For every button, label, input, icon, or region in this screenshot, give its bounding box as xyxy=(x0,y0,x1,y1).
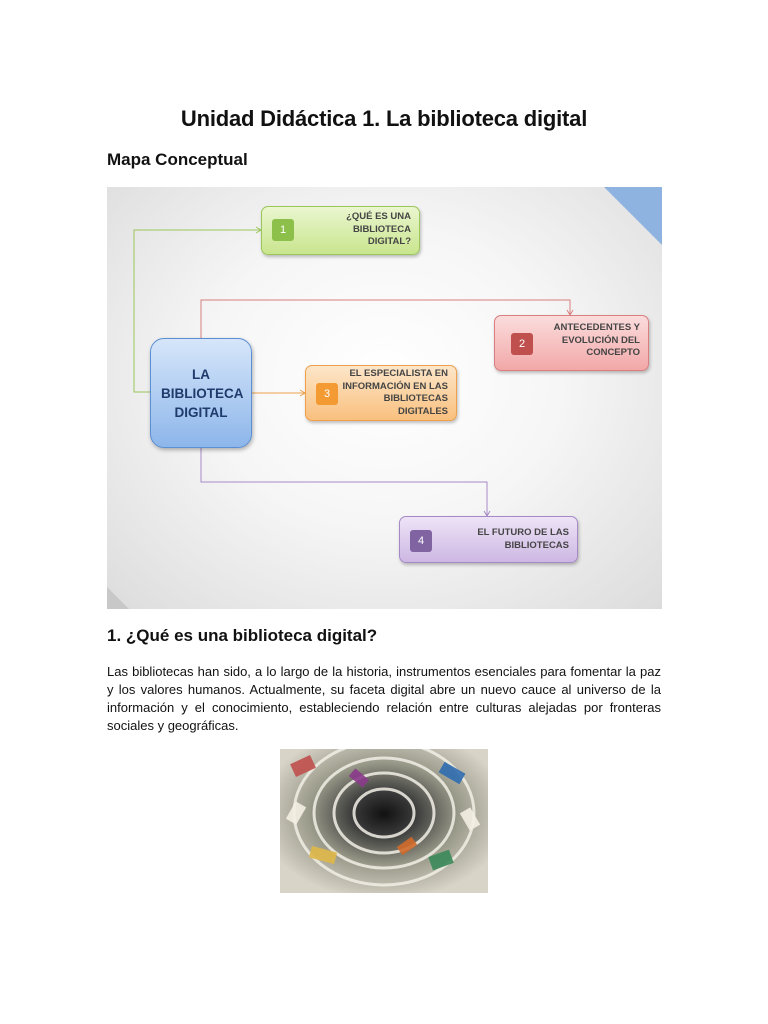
books-vortex-image xyxy=(280,749,488,893)
node-label: EL ESPECIALISTA EN INFORMACIÓN EN LAS BIBLIOTECAS DIGITALES xyxy=(342,368,448,417)
node-4 xyxy=(399,516,578,563)
node-label: EL FUTURO DE LAS BIBLIOTECAS xyxy=(477,527,569,551)
center-node xyxy=(150,338,252,448)
concept-map-diagram xyxy=(107,187,662,609)
page-title: Unidad Didáctica 1. La biblioteca digital xyxy=(180,106,588,131)
node-number: 3 xyxy=(316,383,338,405)
map-heading: Mapa Conceptual xyxy=(107,150,248,169)
section-heading: 1. ¿Qué es una biblioteca digital? xyxy=(107,626,378,645)
node-2 xyxy=(494,315,649,371)
node-number: 2 xyxy=(511,333,533,355)
center-node-label: LA BIBLIOTECA DIGITAL xyxy=(161,366,244,420)
node-1 xyxy=(261,206,420,255)
books-vortex-illustration xyxy=(280,749,488,893)
node-label: ANTECEDENTES Y EVOLUCIÓN DEL CONCEPTO xyxy=(553,322,640,358)
connector-to-node-4 xyxy=(201,448,487,516)
section-paragraph: Las bibliotecas han sido, a lo largo de la historia, instrumentos esenciales para fomentar la paz y los valores humanos. Actualmente, su faceta digital abre un nuevo cauce al universo de la información y el conocimiento, estableciendo relación entre culturas alejadas por fronteras sociales y geográficas. xyxy=(107,664,661,733)
node-number: 4 xyxy=(410,530,432,552)
node-3 xyxy=(305,365,457,421)
node-number: 1 xyxy=(272,219,294,241)
node-label: ¿QUÉ ES UNA BIBLIOTECA DIGITAL? xyxy=(346,211,411,247)
